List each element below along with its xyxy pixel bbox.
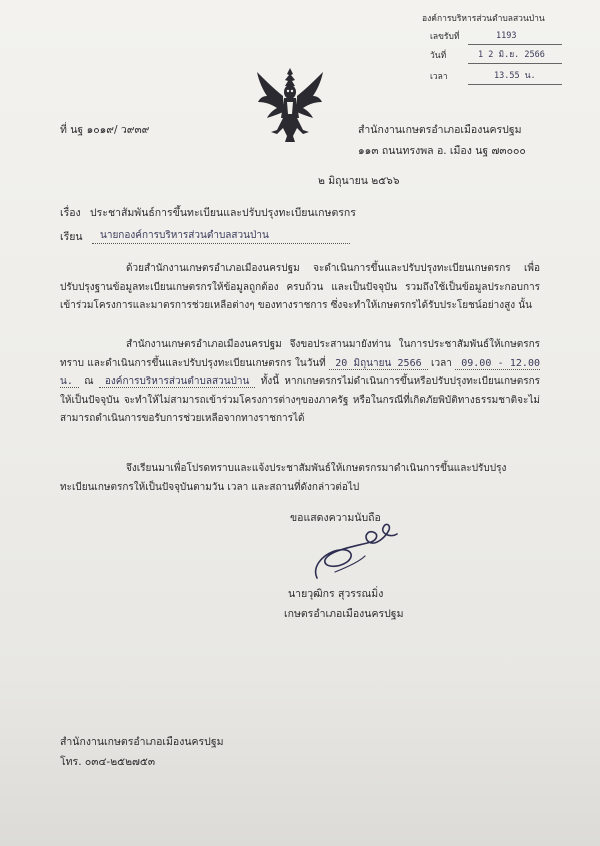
para2-text-d: ทั้งนี้ หากเกษตรกรไม่ดำเนินการขึ้นหรือปรับปรุงทะเบียนเกษตรกรให้เป็นปัจจุบัน จะทำให้ไม่สามารถเข้าร่วมโครงการต่างๆของภาครัฐ หรือในกรณีที่เกิดภัยพิบัติทางธรรมชาติจะไม่สามารถดำเนินการขอรับการช่วยเหลือจากทางราชการได้ [60,376,540,424]
letter-date: ๒ มิถุนายน ๒๕๖๖ [318,175,400,187]
signer-name: นายวุฒิกร สุวรรณมิ่ง [288,588,384,600]
footer-office: สำนักงานเกษตรอำเภอเมืองนครปฐม [60,736,224,748]
sender-office: สำนักงานเกษตรอำเภอเมืองนครปฐม [358,124,522,136]
paragraph-2 [60,336,540,429]
stamp-received-no-label: เลขรับที่ [430,32,460,42]
para2-text-a: สำนักงานเกษตรอำเภอเมืองนครปฐม จึงขอประสานมายังท่าน ในการประชาสัมพันธ์ให้เกษตรกรทราบ และดำเนินการขึ้นและปรับปรุงทะเบียนเกษตรกร ในวันที่ [60,339,540,369]
recipient: นายกองค์การบริหารส่วนตำบลสวนป่าน [100,230,269,241]
paragraph-1: ด้วยสำนักงานเกษตรอำเภอเมืองนครปฐม จะดำเนินการขึ้นและปรับปรุงทะเบียนเกษตรกร เพื่อปรับปรุงฐานข้อมูลทะเบียนเกษตรกรให้ข้อมูลถูกต้อง ครบถ้วน และเป็นปัจจุบัน รวมถึงใช้เป็นข้อมูลประกอบการเข้าร่วมโครงการและมาตรการช่วยเหลือต่างๆ ของทางราชการ ซึ่งจะทำให้เกษตรกรได้รับประโยชน์อย่างสูง นั้น [60,263,540,311]
stamp-time: 13.55 น. [494,71,536,81]
stamp-org: องค์การบริหารส่วนตำบลสวนป่าน [422,14,545,24]
to-label: เรียน [60,231,83,243]
stamp-date: 1 2 มิ.ย. 2566 [478,50,545,60]
para2-text-c: ณ [84,376,94,387]
reference-number: ที่ นฐ ๑๐๑๙/ ว๙๓๙ [60,124,150,136]
stamp-time-label: เวลา [430,72,448,82]
event-place: องค์การบริหารส่วนตำบลสวนป่าน [104,376,250,387]
stamp-received-no: 1193 [496,31,517,41]
event-time: 09.00 - 12.00 น. [60,357,540,387]
sender-address: ๑๑๓ ถนนทรงพล อ. เมือง นฐ ๗๓๐๐๐ [358,145,526,157]
footer-phone: โทร. ๐๓๔-๒๕๒๗๕๓ [60,756,156,768]
subject-label: เรื่อง [60,207,81,219]
para2-text-b: เวลา [431,357,452,369]
signer-title: เกษตรอำเภอเมืองนครปฐม [284,608,404,620]
signature-icon [305,512,405,584]
stamp-date-label: วันที่ [430,51,447,61]
garuda-emblem-icon [255,66,325,144]
paragraph-3: จึงเรียนมาเพื่อโปรดทราบและแจ้งประชาสัมพันธ์ให้เกษตรกรมาดำเนินการขึ้นและปรับปรุงทะเบียนเกษตรกรให้เป็นปัจจุบันตามวัน เวลา และสถานที่ดังกล่าวต่อไป [60,463,507,493]
event-date: 20 มิถุนายน 2566 [335,357,422,369]
closing: ขอแสดงความนับถือ [290,512,381,524]
subject: ประชาสัมพันธ์การขึ้นทะเบียนและปรับปรุงทะเบียนเกษตรกร [90,207,356,219]
